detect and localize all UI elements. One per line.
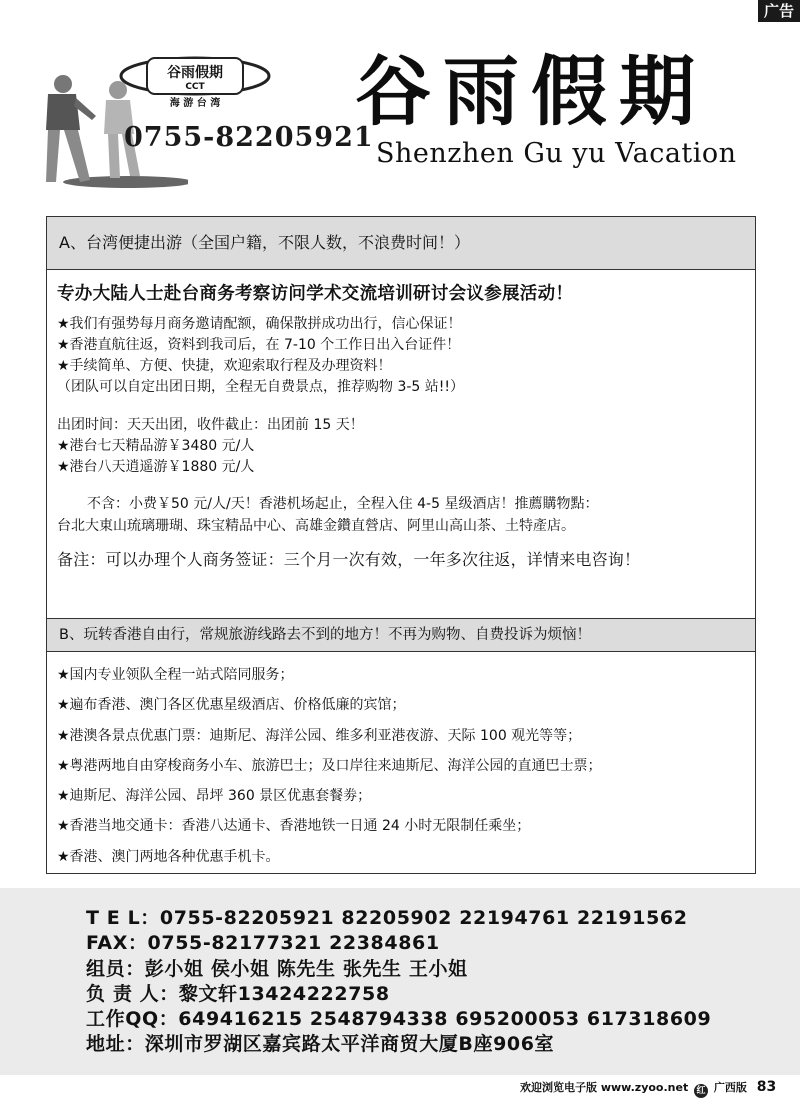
list-item: （团队可以自定出团日期，全程无自费景点，推荐购物 3-5 站!!） (57, 379, 464, 395)
contact-panel (0, 888, 800, 1075)
contact-manager: 负 责 人：黎文轩13424222758 (86, 982, 390, 1005)
contact-members: 组员：彭小姐 侯小姐 陈先生 张先生 王小姐 (86, 957, 468, 980)
contact-address: 地址：深圳市罗湖区嘉宾路太平洋商贸大厦B座906室 (86, 1033, 555, 1056)
exclusions (57, 493, 745, 537)
header (0, 0, 800, 205)
list-item: ★手续简单、方便、快捷，欢迎索取行程及办理资料！ (57, 358, 392, 374)
list-item: ★香港、澳门两地各种优惠手机卡。 (57, 848, 280, 865)
section-a-bullets (57, 314, 745, 398)
tour-item: ★港台八天逍遥游￥1880 元/人 (57, 459, 255, 475)
brand-title-cn: 谷雨假期 (355, 47, 707, 136)
list-item: ★国内专业领队全程一站式陪同服务； (57, 667, 294, 683)
remark: 备注：可以办理个人商务签证：三个月一次有效，一年多次往返，详情来电咨询！ (57, 550, 641, 569)
list-item: ★遍布香港、澳门各区优惠星级酒店、价格低廉的宾馆； (57, 697, 406, 714)
list-item: ★香港当地交通卡：香港八达通卡、香港地铁一日通 24 小时无限制任乘坐； (57, 818, 531, 835)
section-b-list (47, 660, 755, 872)
tour-schedule (57, 415, 745, 478)
shopping-line: 台北大東山琉璃珊瑚、珠宝精品中心、高雄金鑽直營店、阿里山高山茶、土特產店。 (57, 518, 575, 534)
contact-tel: T E L：0755-82205921 82205902 22194761 22191562 (86, 907, 688, 929)
logo-sub: CCT (185, 82, 205, 92)
footer-edition: 广西版 (713, 1081, 747, 1094)
logo-bottom: 海 游 台 湾 (169, 98, 221, 109)
company-logo (115, 44, 275, 114)
schedule-line: 出团时间：天天出团，收件截止：出团前 15 天！ (57, 417, 364, 433)
contact-fax: FAX：0755-82177321 22384861 (86, 932, 440, 955)
logo-text: 谷雨假期 (167, 65, 223, 81)
section-a-box (46, 216, 756, 620)
section-a-lead: 专办大陆人士赴台商务考察访问学术交流培训研讨会议参展活动！ (57, 284, 574, 304)
exclusion-line: 不含：小费￥50 元/人/天！香港机场起止，全程入住 4-5 星级酒店！推薦購物點： (87, 496, 599, 512)
header-phone: 0755-82205921 (124, 122, 374, 153)
list-item: ★迪斯尼、海洋公园、昂坪 360 景区优惠套餐劵； (57, 788, 372, 805)
list-item: ★香港直航往返，资料到我司后，在 7-10 个工作日出入台证件！ (57, 337, 461, 353)
edition-badge-icon: 红 (694, 1084, 708, 1098)
section-a-heading: A、台湾便捷出游（全国户籍，不限人数，不浪费时间！） (47, 217, 755, 270)
footer-site: 欢迎浏览电子版 www.zyoo.net (520, 1081, 689, 1094)
list-item: ★粤港两地自由穿梭商务小车、旅游巴士；及口岸往来迪斯尼、海洋公园的直通巴士票； (57, 757, 602, 774)
section-b-box (46, 618, 756, 874)
brand-title-en: Shenzhen Gu yu Vacation (376, 138, 737, 169)
page-footer (520, 1079, 795, 1099)
ad-tag: 广告 (758, 0, 800, 22)
page-number: 83 (756, 1079, 777, 1095)
list-item: ★港澳各景点优惠门票：迪斯尼、海洋公园、维多利亚港夜游、天际 100 观光等等； (57, 727, 582, 744)
tour-item: ★港台七天精品游￥3480 元/人 (57, 438, 255, 454)
list-item: ★我们有强势每月商务邀请配额，确保散拼成功出行，信心保证！ (57, 316, 462, 332)
contact-qq: 工作QQ：649416215 2548794338 695200053 617318609 (86, 1008, 712, 1031)
section-b-heading: B、玩转香港自由行，常规旅游线路去不到的地方！不再为购物、自费投诉为烦恼！ (47, 619, 755, 652)
